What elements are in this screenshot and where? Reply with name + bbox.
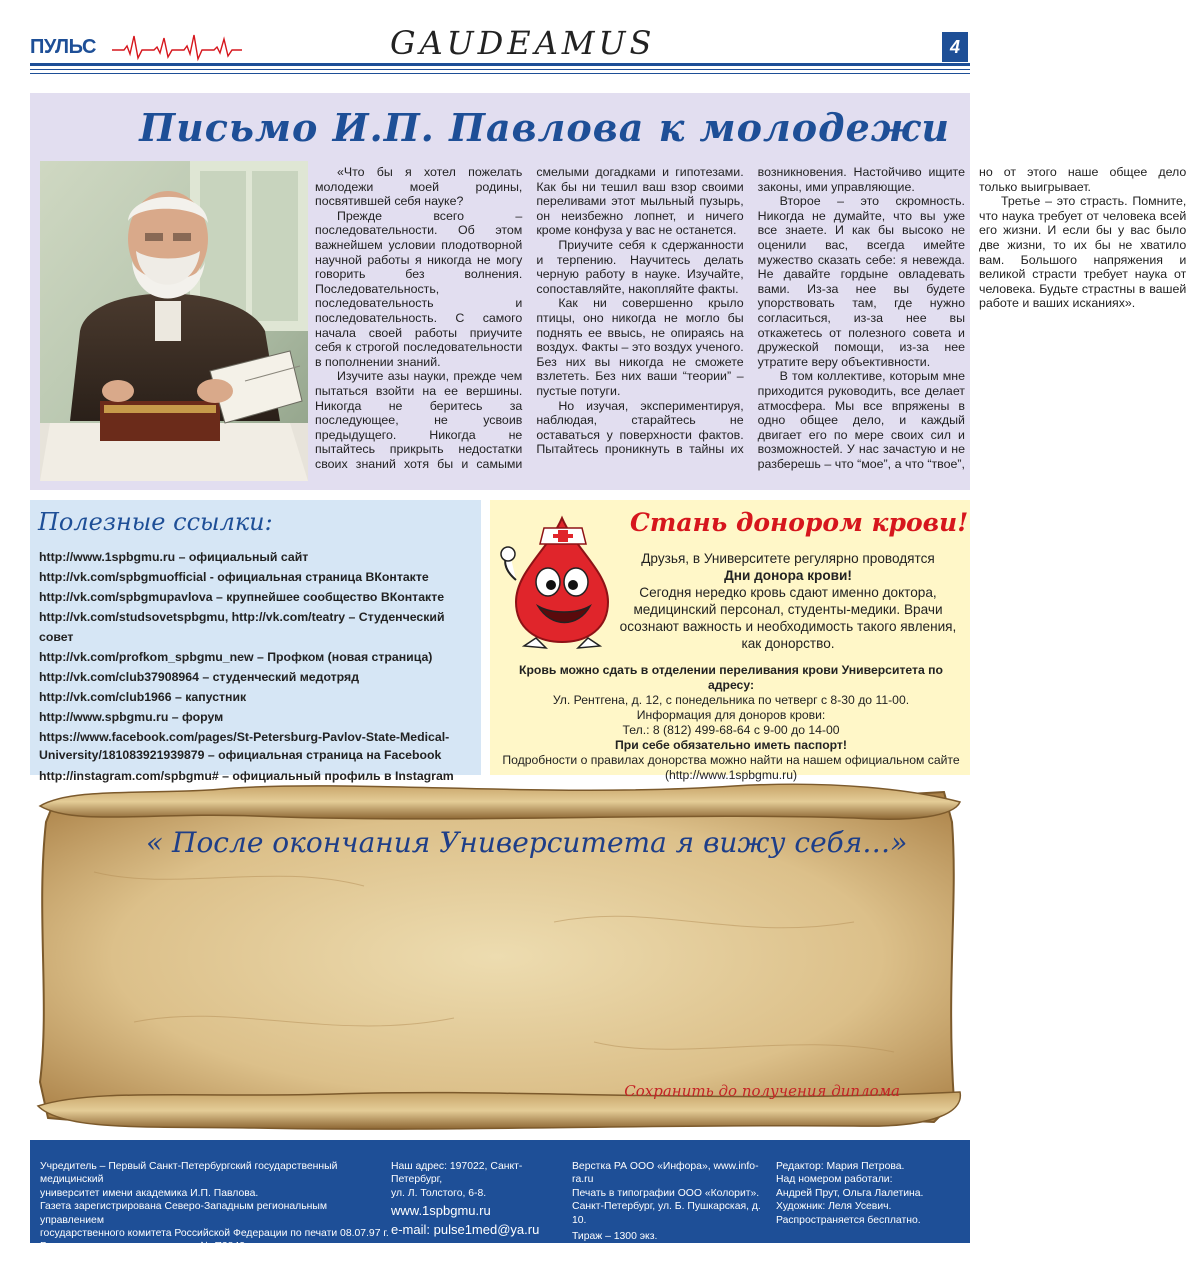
article-paragraph: Как ни совершенно крыло птицы, оно никогда не могло бы поднять ее ввысь, не опираясь на воздух. Факты – это воздух ученого. Без них вы никогда не сможете взлететь. Без них ваши “теории” – пустые потуги. xyxy=(536,296,744,398)
section-name: ПУЛЬС xyxy=(30,36,96,58)
footer-address xyxy=(391,1160,571,1238)
pavlov-article xyxy=(30,93,1186,490)
article-paragraph: «Что бы я хотел пожелать молодежи моей родины, посвятившей себя науке? xyxy=(315,165,523,209)
article-paragraph: В том коллективе, которым мне приходится руководить, все делает атмосфера. Мы все впряжены в одно общее дело, и каждый двигает его по мере своих сил и возможностей. У нас зачастую и не разберешь – что “мое”, а что “твое”, но от этого наше общее дело только выигрывает. xyxy=(757,165,1186,471)
footer-email-link[interactable]: e-mail: pulse1med@ya.ru xyxy=(391,1222,540,1238)
link-item[interactable]: http://vk.com/studsovetspbgmu, http://vk.com/teatry – Студенческий совет xyxy=(39,610,445,644)
donor-address-title: Кровь можно сдать в отделении переливания крови Университета по адресу: xyxy=(519,663,943,692)
donor-title: Стань донором крови! xyxy=(630,508,969,537)
donor-line: Друзья, в Университете регулярно проводятся xyxy=(641,551,935,566)
donor-phone: Тел.: 8 (812) 499-68-64 с 9-00 до 14-00 xyxy=(622,723,840,737)
donor-line: Сегодня нередко кровь сдают именно доктора, медицинский персонал, студенты-медики. Врачи осознают важность и необходимость такого явления, как донорство. xyxy=(619,585,957,651)
masthead: GAUDEAMUS xyxy=(390,24,656,62)
footer-line: Над номером работали: xyxy=(776,1174,893,1186)
imprint-footer xyxy=(30,1140,970,1253)
donor-days: Дни донора крови! xyxy=(724,568,852,583)
donor-intro xyxy=(618,550,958,652)
article-paragraph: Но изучая, экспериментируя, наблюдая, старайтесь не оставаться у поверхности фактов. Пытайтесь проникнуть в тайны их возникновения. Настойчиво ищите законы, ими управляющие. xyxy=(536,165,965,457)
footer-editors xyxy=(776,1160,966,1227)
footer-line: Художник: Леля Усевич. xyxy=(776,1201,892,1213)
footer-line: Регистрационное свидетельство № П3843. xyxy=(40,1241,248,1253)
footer-line: университет имени академика И.П. Павлова. xyxy=(40,1187,259,1199)
link-item[interactable]: https://www.facebook.com/pages/St-Petersburg-Pavlov-State-Medical-University/181083921939879 – официальная страница на Facebook xyxy=(39,730,450,762)
blood-drop-mascot-icon xyxy=(496,510,628,650)
blood-donor-box xyxy=(490,500,970,782)
links-list xyxy=(39,547,479,786)
header-rule-thin-2 xyxy=(30,73,970,74)
donor-more: Подробности о правилах донорства можно найти на нашем официальном сайте (http://www.1spbgmu.ru) xyxy=(502,753,960,782)
useful-links-box xyxy=(30,500,481,783)
donor-address: Ул. Рентгена, д. 12, с понедельника по четверг с 8-30 до 11-00. xyxy=(552,693,910,707)
article-body xyxy=(315,165,1186,483)
article-paragraph: Изучите азы науки, прежде чем пытаться взойти на ее вершины. Никогда не беритесь за последующее, не усвоив предыдущего. Никогда не пытайтесь прикрыть недостатки своих знаний хотя бы и самыми смелыми догадками и гипотезами. Как бы ни тешил ваш взор своими переливами этот мыльный пузырь, он неизбежно лопнет, и ничего кроме конфуза у вас не останется. xyxy=(315,165,744,471)
article-paragraph: Прежде всего – последовательности. Об этом важнейшем условии плодотворной научной работы я никогда не могу говорить без волнения. Последовательность, последовательность и последовательность. С самого начала своей работы приучите себя к строгой последовательности в пополнении знаний. xyxy=(315,208,523,369)
footer-line: Учредитель – Первый Санкт-Петербургский государственный медицинский xyxy=(40,1161,338,1186)
pavlov-portrait-icon xyxy=(40,161,308,481)
article-paragraph: Приучите себя к сдержанности и терпению. Научитесь делать черную работу в науке. Изучайте, сопоставляйте, накопляйте факты. xyxy=(536,237,744,296)
link-item[interactable]: http://www.1spbgmu.ru – официальный сайт xyxy=(39,550,309,564)
footer-line: Тираж – 1300 экз. xyxy=(572,1231,658,1243)
donor-passport: При себе обязательно иметь паспорт! xyxy=(615,738,847,752)
heartbeat-icon xyxy=(112,32,242,62)
link-item[interactable]: http://vk.com/club1966 – капустник xyxy=(39,690,247,704)
links-title: Полезные ссылки: xyxy=(38,508,273,536)
donor-info-label: Информация для доноров крови: xyxy=(636,708,826,722)
footer-line: Распространяется бесплатно. xyxy=(776,1214,921,1226)
scroll-note: Сохранить до получения диплома xyxy=(624,1082,900,1100)
link-item[interactable]: http://instagram.com/spbgmu# – официальный профиль в Instagram xyxy=(39,769,454,783)
page-number: 4 xyxy=(942,32,968,62)
footer-line: Газета зарегистрирована Северо-Западным региональным управлением xyxy=(40,1201,327,1226)
parchment-scroll xyxy=(34,782,966,1132)
footer-line: ул. Л. Толстого, 6-8. xyxy=(391,1187,487,1199)
link-item[interactable]: http://vk.com/club37908964 – студенческий медотряд xyxy=(39,670,360,684)
header-rule xyxy=(30,63,970,66)
footer-line: Редактор: Мария Петрова. xyxy=(776,1161,905,1172)
footer-site-link[interactable]: www.1spbgmu.ru xyxy=(391,1203,491,1219)
donor-details xyxy=(496,663,966,783)
footer-line: Наш адрес: 197022, Санкт-Петербург, xyxy=(391,1161,523,1186)
footer-line: Санкт-Петербург, ул. Б. Пушкарская, д. 10. xyxy=(572,1201,761,1226)
scroll-title: « После окончания Университета я вижу себя…» xyxy=(146,826,908,859)
footer-line: Андрей Прут, Ольга Лалетина. xyxy=(776,1187,924,1199)
article-title: Письмо И.П. Павлова к молодежи xyxy=(139,105,950,150)
footer-print xyxy=(572,1160,770,1243)
article-paragraph: Второе – это скромность. Никогда не думайте, что вы уже все знаете. И как бы высоко не оценили вас, всегда имейте мужество сказать себе: я невежда. Не давайте гордыне овладевать вами. Из-за нее вы будете упорствовать там, где нужно согласиться, из-за нее вы откажетесь от полезного совета и дружеской помощи, из-за нее утратите веру объективности. xyxy=(757,194,965,369)
footer-line: государственного комитета Российской Федерации по печати 08.07.97 г. xyxy=(40,1228,389,1240)
link-item[interactable]: http://vk.com/profkom_spbgmu_new – Профком (новая страница) xyxy=(39,650,433,664)
header-rule-thin xyxy=(30,69,970,70)
footer-line: Печать в типографии ООО «Колорит». xyxy=(572,1187,760,1199)
link-item[interactable]: http://www.spbgmu.ru – форум xyxy=(39,710,224,724)
article-paragraph: Третье – это страсть. Помните, что наука требует от человека всей его жизни. И если бы у вас было две жизни, то их бы не хватило вам. Большого напряжения и великой страсти требует наука от человека. Будьте страстны в вашей работе и ваших исканиях». xyxy=(978,194,1186,311)
link-item[interactable]: http://vk.com/spbgmuofficial - официальная страница ВКонтакте xyxy=(39,570,429,584)
footer-line: Верстка РА ООО «Инфора», www.info-ra.ru xyxy=(572,1161,759,1186)
footer-publisher xyxy=(40,1160,390,1254)
link-item[interactable]: http://vk.com/spbgmupavlova – крупнейшее сообщество ВКонтакте xyxy=(39,590,445,604)
